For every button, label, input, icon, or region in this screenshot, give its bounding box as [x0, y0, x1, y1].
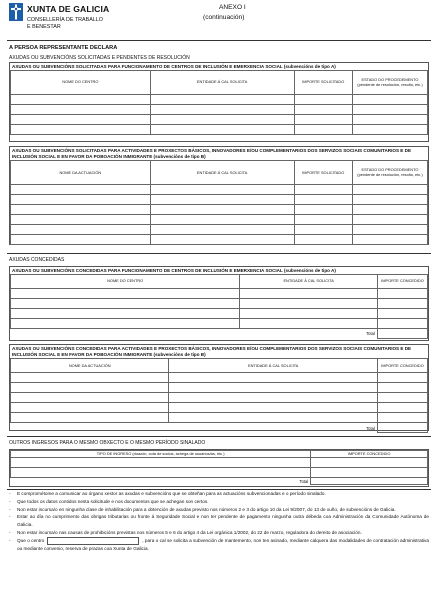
- table-cell-input[interactable]: [352, 115, 427, 125]
- table-cell-input[interactable]: [240, 289, 378, 299]
- column-header: ESTADO DO PROCEDEMENTO (pendente de resolución, resolto, etc.): [352, 71, 427, 95]
- table-cell-input[interactable]: [150, 95, 294, 105]
- other-income-table: [10, 450, 428, 485]
- pending-activities-table: [10, 160, 428, 245]
- column-header: TIPO DE INGRESO (doazón, cota de socios, achega de usuarios/as, etc.): [11, 451, 311, 458]
- column-header: IMPORTE SOLICITADO: [294, 161, 352, 185]
- table-cell-input[interactable]: [11, 309, 240, 319]
- section-heading-representative: A PERSOA REPRESENTANTE DECLARA: [9, 45, 118, 51]
- table-cell-input[interactable]: [352, 225, 427, 235]
- section-heading-pending: AXUDAS OU SUBVENCIÓNS SOLICITADAS E PENDENTES DE RESOLUCIÓN: [9, 55, 190, 61]
- table-cell-input[interactable]: [294, 235, 352, 245]
- table-cell-input[interactable]: [150, 125, 294, 135]
- table-title: AXUDAS OU SUBVENCIÓNS CONCEDIDAS PARA FUNCIONAMENTO DE CENTROS DE INCLUSIÓN E EMERXENCIA SOCIAL (subvencións de tipo A): [12, 268, 336, 273]
- table-cell-input[interactable]: [11, 115, 151, 125]
- column-header: NOME DA ACTUACIÓN: [11, 161, 151, 185]
- table-cell-input[interactable]: [377, 289, 427, 299]
- table-cell-input[interactable]: [352, 105, 427, 115]
- table-cell-input[interactable]: [311, 458, 428, 468]
- table-cell-input[interactable]: [169, 413, 378, 423]
- section-heading-granted: AXUDAS CONCEDIDAS: [9, 257, 65, 263]
- column-header: ENTIDADE Á CAL SOLICITA: [150, 71, 294, 95]
- table-cell-input[interactable]: [294, 95, 352, 105]
- section-divider: [7, 253, 431, 254]
- total-input[interactable]: [377, 423, 427, 433]
- table-cell-input[interactable]: [240, 319, 378, 329]
- table-cell-input[interactable]: [11, 373, 169, 383]
- table-cell-input[interactable]: [169, 393, 378, 403]
- declaration-item: - Que todos os datos contidos nesta solicitude e nos documentos que se achegan son certos.: [9, 498, 209, 504]
- table-cell-input[interactable]: [377, 319, 427, 329]
- table-cell-input[interactable]: [11, 468, 311, 478]
- table-cell-input[interactable]: [11, 125, 151, 135]
- declaration-item: - E comprométome a comunicar ao órgano xestor as axudas e subvencións que se obteñan para as actuacións subvencionadas e o período sinalado.: [9, 491, 326, 496]
- declaration-item: - Estar ao día no cumprimento das obrigas tributarias ou fronte á Seguridade Social e non ter pendente de pagamento ningunha outra débeda coa Administración da Comunidade Autónoma de Galicia.: [9, 514, 429, 528]
- column-header: NOME DO CENTRO: [11, 275, 240, 289]
- table-cell-input[interactable]: [11, 215, 151, 225]
- table-cell-input[interactable]: [377, 393, 427, 403]
- org-name: XUNTA DE GALICIA: [27, 4, 110, 14]
- table-cell-input[interactable]: [150, 235, 294, 245]
- table-cell-input[interactable]: [11, 403, 169, 413]
- table-cell-input[interactable]: [150, 195, 294, 205]
- declarations-list: [9, 490, 429, 553]
- table-cell-input[interactable]: [11, 205, 151, 215]
- table-cell-input[interactable]: [11, 299, 240, 309]
- table-cell-input[interactable]: [150, 185, 294, 195]
- column-header: ESTADO DO PROCEDEMENTO (pendente de resolución, resolto, etc.): [352, 161, 427, 185]
- org-subtitle-line2: E BENESTAR: [27, 24, 61, 30]
- table-cell-input[interactable]: [11, 185, 151, 195]
- pending-activities-table-box: [9, 146, 429, 245]
- total-input[interactable]: [311, 478, 428, 485]
- table-cell-input[interactable]: [377, 299, 427, 309]
- table-cell-input[interactable]: [377, 383, 427, 393]
- table-cell-input[interactable]: [11, 393, 169, 403]
- section-divider: [7, 436, 431, 437]
- declaration-item: - Non estar incursa/o en ningunha clase de inhabilitación para a obtención de axudas previsto nos números 2 e 3 do artigo 10 da Lei 9/2007, do 13 de xuño, de subvencións de Galicia.: [9, 506, 396, 512]
- table-cell-input[interactable]: [377, 373, 427, 383]
- table-cell-input[interactable]: [352, 235, 427, 245]
- table-cell-input[interactable]: [150, 215, 294, 225]
- table-cell-input[interactable]: [294, 215, 352, 225]
- declaration-item-centre: - Que o centro , para o cal se solicita a subvención de mantemento, non ten asinado, mediante calquera das modalidades de contratación administrativa ou mediante convenio, reserva de prazas coa Xunta de Galicia.: [9, 537, 429, 551]
- column-header: NOME DA ACTUACIÓN: [11, 359, 169, 373]
- granted-activities-table-box: [9, 344, 429, 431]
- granted-activities-table: [10, 358, 428, 433]
- total-label: Total: [169, 423, 378, 433]
- table-cell-input[interactable]: [11, 195, 151, 205]
- table-cell-input[interactable]: [352, 205, 427, 215]
- table-cell-input[interactable]: [11, 289, 240, 299]
- column-header: IMPORTE CONCEDIDO: [311, 451, 428, 458]
- table-cell-input[interactable]: [150, 205, 294, 215]
- table-cell-input[interactable]: [11, 235, 151, 245]
- xunta-cross-logo-icon: [9, 3, 23, 21]
- column-header: IMPORTE SOLICITADO: [294, 71, 352, 95]
- table-cell-input[interactable]: [150, 115, 294, 125]
- table-cell-input[interactable]: [240, 299, 378, 309]
- table-cell-input[interactable]: [150, 225, 294, 235]
- table-cell-input[interactable]: [169, 403, 378, 413]
- column-header: IMPORTE CONCEDIDO: [377, 359, 427, 373]
- section-heading-other-income: OUTROS INGRESOS PARA O MESMO OBXECTO E O MESMO PERÍODO SINALADO: [9, 440, 206, 446]
- other-income-table-box: [9, 449, 429, 487]
- table-title: AXUDAS OU SUBVENCIÓNS CONCEDIDAS PARA ACTIVIDADES E PROXECTOS BÁSICOS, INNOVADORES E/OU COMPLEMENTARIOS DOS SERVIZOS SOCIAIS COMUNITARIOS E DE INCLUSIÓN SOCIAL E EN FAVOR DA POBOACIÓN INMIGRANTE (subvencións de tipo B): [12, 346, 412, 358]
- table-cell-input[interactable]: [294, 185, 352, 195]
- table-cell-input[interactable]: [11, 225, 151, 235]
- granted-centres-table-box: [9, 266, 429, 341]
- column-header: ENTIDADE Á CAL SOLICITA: [240, 275, 378, 289]
- table-cell-input[interactable]: [294, 105, 352, 115]
- table-cell-input[interactable]: [11, 319, 240, 329]
- pending-centres-table-box: [9, 62, 429, 142]
- column-header: NOME DO CENTRO: [11, 71, 151, 95]
- table-cell-input[interactable]: [169, 383, 378, 393]
- column-header: ENTIDADE Á CAL SOLICITA: [169, 359, 378, 373]
- table-cell-input[interactable]: [294, 205, 352, 215]
- total-input[interactable]: [377, 329, 427, 339]
- org-subtitle-line1: CONSELLERÍA DE TRABALLO: [27, 17, 103, 23]
- pending-centres-table: [10, 70, 428, 135]
- column-header: ENTIDADE Á CAL SOLICITA: [150, 161, 294, 185]
- table-cell-input[interactable]: [294, 225, 352, 235]
- table-cell-input[interactable]: [11, 413, 169, 423]
- header-divider: [7, 40, 431, 41]
- annex-title: ANEXO I: [219, 4, 246, 11]
- table-title: AXUDAS OU SUBVENCIÓNS SOLICITADAS PARA ACTIVIDADES E PROXECTOS BÁSICOS, INNOVADORES E/OU COMPLEMENTARIOS DOS SERVIZOS SOCIAIS COMUNITARIOS E DE INCLUSIÓN SOCIAL E EN FAVOR DA POBOACIÓN INMIGRANTE (subvencións de tipo B): [12, 148, 412, 160]
- page-header: [9, 3, 429, 39]
- table-cell-input[interactable]: [11, 458, 311, 468]
- table-cell-input[interactable]: [11, 105, 151, 115]
- table-cell-input[interactable]: [352, 215, 427, 225]
- table-cell-input[interactable]: [377, 309, 427, 319]
- table-cell-input[interactable]: [352, 185, 427, 195]
- table-cell-input[interactable]: [150, 105, 294, 115]
- table-cell-input[interactable]: [11, 383, 169, 393]
- granted-centres-table: [10, 274, 428, 339]
- table-cell-input[interactable]: [377, 413, 427, 423]
- table-cell-input[interactable]: [169, 373, 378, 383]
- table-cell-input[interactable]: [377, 403, 427, 413]
- table-cell-input[interactable]: [311, 468, 428, 478]
- total-label: Total: [11, 478, 311, 485]
- table-cell-input[interactable]: [294, 125, 352, 135]
- annex-subtitle: (continuación): [203, 14, 245, 21]
- table-cell-input[interactable]: [294, 195, 352, 205]
- table-cell-input[interactable]: [294, 115, 352, 125]
- table-cell-input[interactable]: [352, 95, 427, 105]
- table-title: AXUDAS OU SUBVENCIÓNS SOLICITADAS PARA FUNCIONAMENTO DE CENTROS DE INCLUSIÓN E EMERXENCIA SOCIAL (subvencións de tipo A): [12, 64, 336, 69]
- table-cell-input[interactable]: [352, 195, 427, 205]
- table-cell-input[interactable]: [352, 125, 427, 135]
- declaration-item: - Non estar incursa/o nas causas de prohibicións previstas nos números 5 e 6 do artigo 4 da Lei orgánica 1/2002, do 22 de marzo, reguladora do dereito de asociación.: [9, 529, 362, 535]
- column-header: IMPORTE CONCEDIDO: [377, 275, 427, 289]
- table-cell-input[interactable]: [11, 95, 151, 105]
- total-label: Total: [240, 329, 378, 339]
- centre-name-input[interactable]: [47, 537, 139, 545]
- table-cell-input[interactable]: [240, 309, 378, 319]
